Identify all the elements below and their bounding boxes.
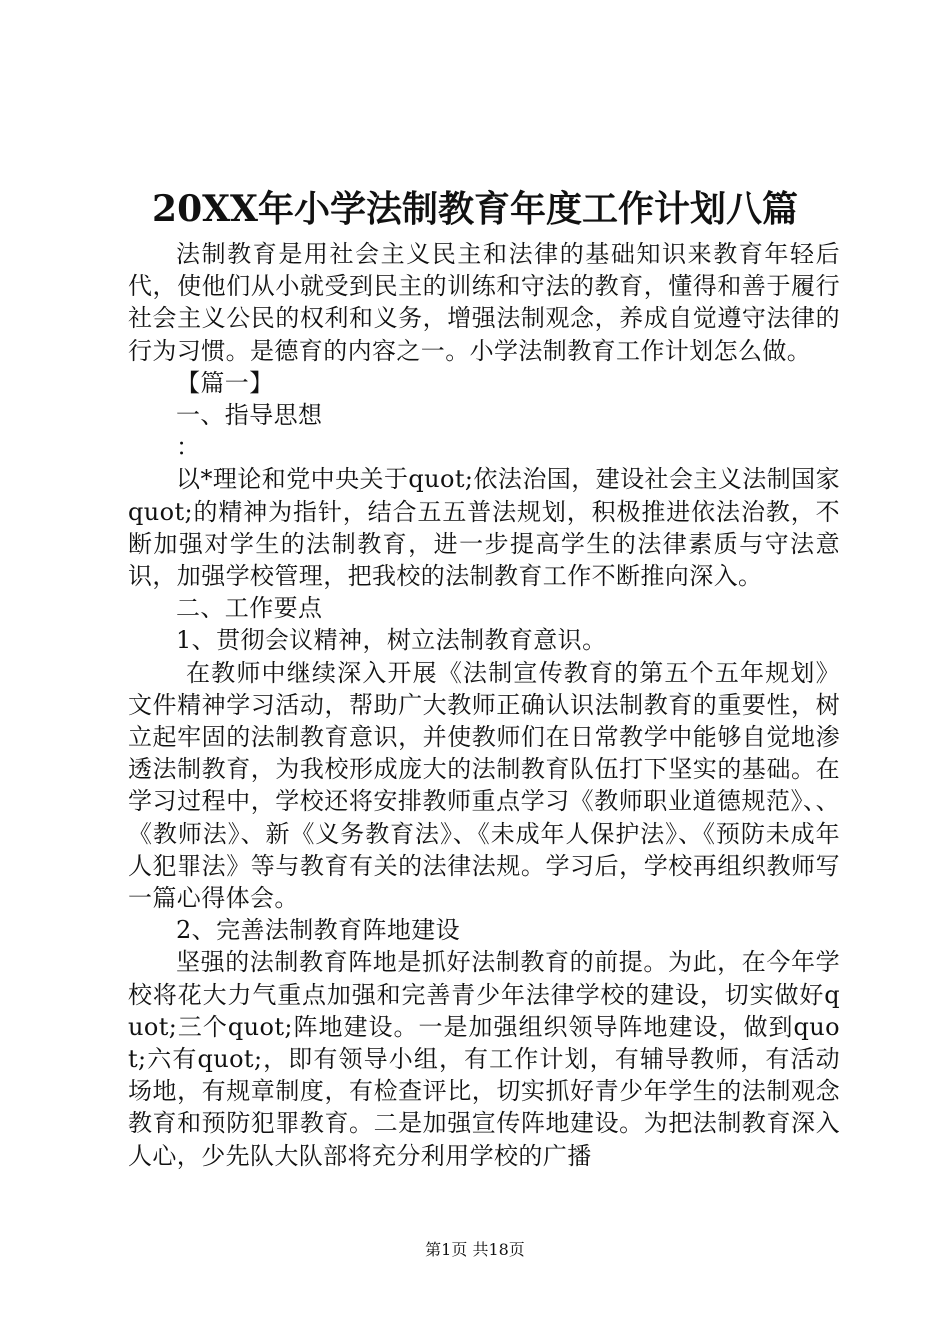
work-point-2-paragraph: 坚强的法制教育阵地是抓好法制教育的前提。为此，在今年学校将花大力气重点加强和完善青少年法律学校的建设，切实做好quot;三个quot;阵地建设。一是加强组织领导阵地建设，做到quot;六有quot;，即有领导小组，有工作计划，有辅导教师，有活动场地，有规章制度，有检查评比，切实抓好青少年学生的法制观念教育和预防犯罪教育。二是加强宣传阵地建设。为把法制教育深入人心，少先队大队部将充分利用学校的广播 [128,948,840,1170]
work-point-2-heading: 2、完善法制教育阵地建设 [176,916,461,945]
intro-paragraph: 法制教育是用社会主义民主和法律的基础知识来教育年轻后代，使他们从小就受到民主的训练和守法的教育，懂得和善于履行社会主义公民的权利和义务，增强法制观念，养成自觉遵守法律的行为习惯。是德育的内容之一。小学法制教育工作计划怎么做。 [128,240,840,365]
heading-guiding-ideology: 一、指导思想 [176,401,323,430]
document-title: 20XX年小学法制教育年度工作计划八篇 [152,188,798,230]
heading-work-points: 二、工作要点 [176,594,323,623]
document-body [128,238,840,1172]
work-point-1-paragraph: 在教师中继续深入开展《法制宣传教育的第五个五年规划》文件精神学习活动，帮助广大教师正确认识法制教育的重要性，树立起牢固的法制教育意识，并使教师们在日常教学中能够自觉地渗透法制教育，为我校形成庞大的法制教育队伍打下坚实的基础。在学习过程中，学校还将安排教师重点学习《教师职业道德规范》、、《教师法》、新《义务教育法》、《未成年人保护法》、《预防未成年人犯罪法》等与教育有关的法律法规。学习后，学校再组织教师写一篇心得体会。 [128,658,840,913]
work-point-1-heading: 1、贯彻会议精神，树立法制教育意识。 [176,626,607,655]
guiding-ideology-paragraph: 以*理论和党中央关于quot;依法治国，建设社会主义法制国家quot;的精神为指针，结合五五普法规划，积极推进依法治教，不断加强对学生的法制教育，进一步提高学生的法律素质与守法意识，加强学校管理，把我校的法制教育工作不断推向深入。 [128,465,840,591]
colon-line: ： [176,433,201,462]
section-heading-part-one: 【篇一】 [176,368,274,397]
page-footer: 第1页 共18页 [425,1240,525,1259]
